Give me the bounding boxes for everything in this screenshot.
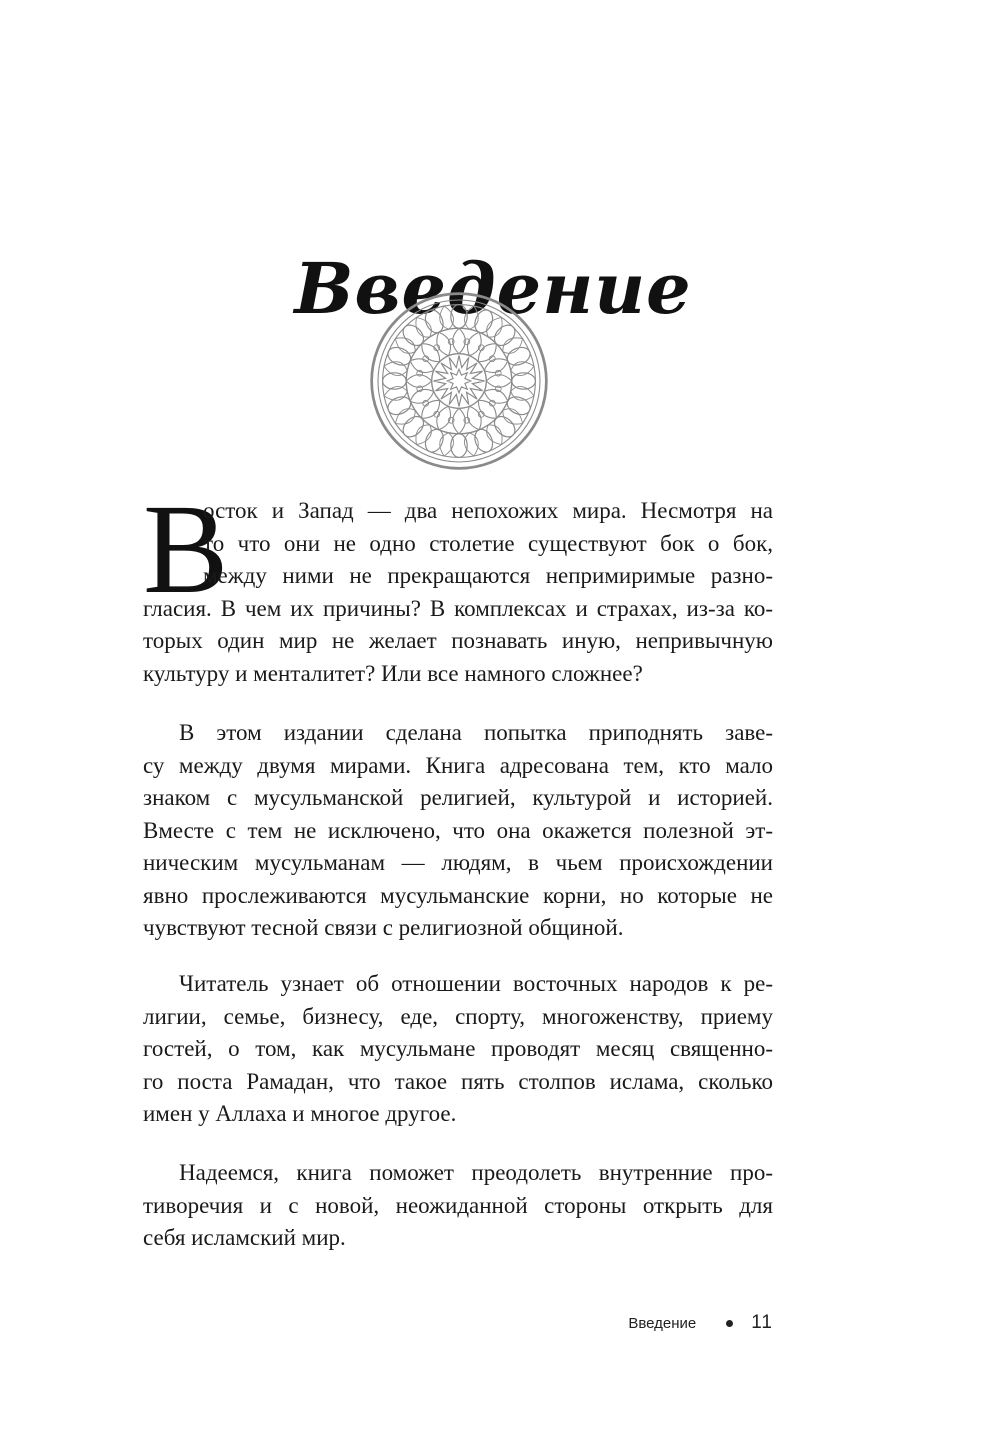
text-line: себя исламский мир. xyxy=(143,1225,346,1250)
text-line: между ними не прекращаются непримиримые разно- xyxy=(203,563,773,588)
text-line: тиворечия и с новой, неожиданной стороны открыть для xyxy=(143,1192,773,1218)
arabesque-rosette-icon xyxy=(368,290,550,472)
text-line: Вместе с тем не исключено, что она окажется полезной эт- xyxy=(143,817,773,843)
text-line: культуру и менталитет? Или все намного сложнее? xyxy=(143,660,643,686)
text-line: торых один мир не желает познавать иную, непривычную xyxy=(143,628,773,653)
running-title: Введение xyxy=(628,1314,697,1332)
text-line: В этом издании сделана попытка приподнять заве- xyxy=(179,720,773,745)
paragraph-purpose xyxy=(143,717,773,945)
page-number: 11 xyxy=(751,1312,773,1333)
page-footer xyxy=(628,1312,773,1334)
text-line: лигии, семье, бизнесу, еде, спорту, многоженству, приему xyxy=(143,1003,773,1029)
page-title: Введение xyxy=(294,246,692,330)
drop-cap: В xyxy=(143,478,229,620)
text-line: гостей, о том, как мусульмане проводят месяц священно- xyxy=(143,1036,773,1061)
text-line: то что они не одно столетие существуют бок о бок, xyxy=(203,530,773,556)
text-line: су между двумя мирами. Книга адресована тем, кто мало xyxy=(143,752,773,778)
text-line: имен у Аллаха и многое другое. xyxy=(143,1101,457,1126)
paragraph-intro xyxy=(143,495,773,690)
text-line: Читатель узнает об отношении восточных народов к ре- xyxy=(179,971,773,996)
bullet-separator-icon xyxy=(726,1320,733,1327)
text-line: гласия. В чем их причины? В комплексах и страхах, из-за ко- xyxy=(143,595,773,621)
text-line: чувствуют тесной связи с религиозной общиной. xyxy=(143,915,624,940)
text-line: явно прослеживаются мусульманские корни, но которые не xyxy=(143,882,773,908)
paragraph-closing xyxy=(143,1157,773,1255)
text-line: осток и Запад — два непохожих мира. Несмотря на xyxy=(203,498,773,523)
text-line: знаком с мусульманской религией, культурой и историей. xyxy=(143,785,773,810)
text-line: го поста Рамадан, что такое пять столпов ислама, сколько xyxy=(143,1068,773,1094)
paragraph-topics xyxy=(143,968,773,1131)
text-line: ническим мусульманам — людям, в чьем происхождении xyxy=(143,850,773,875)
text-line: Надеемся, книга поможет преодолеть внутренние про- xyxy=(179,1160,773,1185)
